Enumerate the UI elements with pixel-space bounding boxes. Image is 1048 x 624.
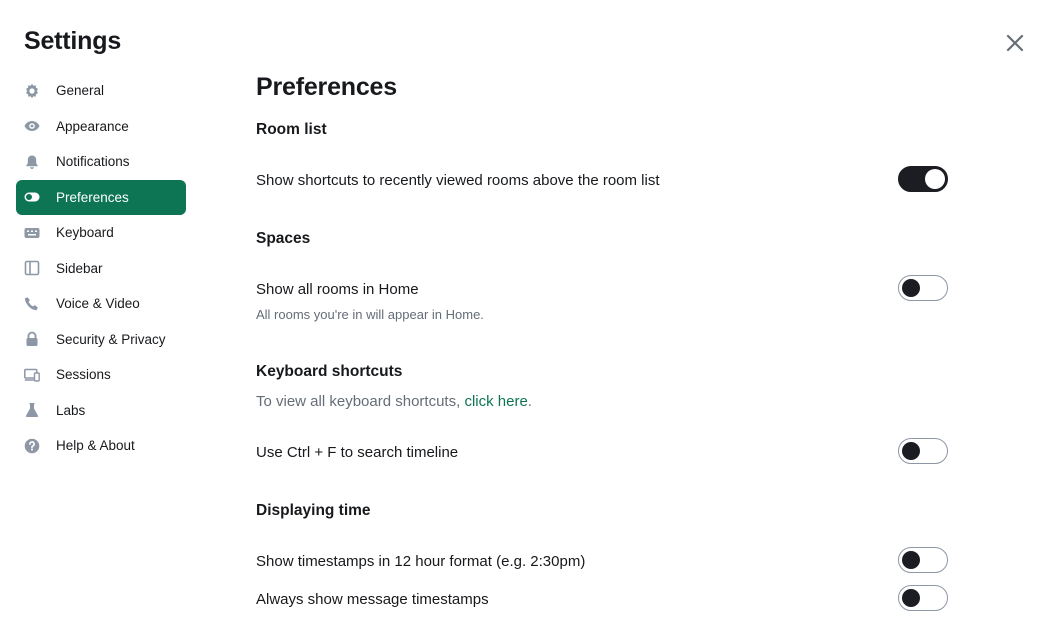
sidebar-item-keyboard[interactable] xyxy=(16,215,186,251)
close-icon xyxy=(1006,34,1024,52)
page-title: Preferences xyxy=(256,73,397,101)
section-room-list-heading: Room list xyxy=(256,121,327,138)
sidebar-item-label: Preferences xyxy=(56,189,129,205)
sidebar-item-label: Security & Privacy xyxy=(56,331,166,347)
flask-icon xyxy=(24,402,40,418)
sidebar-item-preferences[interactable] xyxy=(16,180,186,216)
close-button[interactable] xyxy=(1002,30,1028,56)
section-displaying-time-heading: Displaying time xyxy=(256,502,371,519)
keyboard-shortcuts-link[interactable]: click here xyxy=(464,393,528,410)
ctrl-f-search-label: Use Ctrl + F to search timeline xyxy=(256,444,459,461)
show-all-rooms-toggle[interactable] xyxy=(898,275,948,301)
sidebar-item-label: Help & About xyxy=(56,438,135,454)
toggle-knob xyxy=(925,169,945,189)
twelve-hour-format-label: Show timestamps in 12 hour format (e.g. 2:30pm) xyxy=(256,553,586,570)
keyboard-shortcuts-description xyxy=(256,393,532,410)
show-all-rooms-description: All rooms you're in will appear in Home. xyxy=(256,307,484,322)
sidebar-item-notifications[interactable] xyxy=(16,144,186,180)
devices-icon xyxy=(24,367,40,383)
ctrl-f-search-toggle[interactable] xyxy=(898,438,948,464)
show-shortcuts-label: Show shortcuts to recently viewed rooms above the room list xyxy=(256,172,660,189)
eye-icon xyxy=(24,118,40,134)
sidebar-item-label: General xyxy=(56,83,105,99)
toggle-knob xyxy=(902,551,920,569)
toggle-knob xyxy=(902,589,920,607)
preferences-panel xyxy=(256,0,956,624)
sidebar-item-appearance[interactable] xyxy=(16,109,186,145)
sidebar-item-security-privacy[interactable] xyxy=(16,322,186,358)
keyboard-icon xyxy=(24,225,40,241)
sidebar-item-voice-video[interactable] xyxy=(16,286,186,322)
lock-icon xyxy=(24,331,40,347)
sidebar-item-label: Sidebar xyxy=(56,260,103,276)
toggle-icon xyxy=(24,189,40,205)
keyboard-shortcuts-description-prefix: To view all keyboard shortcuts, xyxy=(256,393,465,410)
sidebar-item-label: Labs xyxy=(56,402,86,418)
sidebar-item-sidebar[interactable] xyxy=(16,251,186,287)
always-show-timestamps-toggle[interactable] xyxy=(898,585,948,611)
section-keyboard-shortcuts-heading: Keyboard shortcuts xyxy=(256,363,403,380)
show-all-rooms-label: Show all rooms in Home xyxy=(256,281,419,298)
sidebar-item-labs[interactable] xyxy=(16,393,186,429)
section-spaces-heading: Spaces xyxy=(256,230,311,247)
gear-icon xyxy=(24,83,40,99)
sidebar-item-label: Sessions xyxy=(56,367,111,383)
toggle-knob xyxy=(902,279,920,297)
sidebar-item-sessions[interactable] xyxy=(16,357,186,393)
keyboard-shortcuts-description-suffix: . xyxy=(527,393,532,410)
sidebar-item-label: Notifications xyxy=(56,154,130,170)
help-icon xyxy=(24,438,40,454)
sidebar-icon xyxy=(24,260,40,276)
sidebar-item-help-about[interactable] xyxy=(16,428,186,464)
twelve-hour-format-toggle[interactable] xyxy=(898,547,948,573)
bell-icon xyxy=(24,154,40,170)
toggle-knob xyxy=(902,442,920,460)
sidebar-item-label: Keyboard xyxy=(56,225,114,241)
always-show-timestamps-label: Always show message timestamps xyxy=(256,591,489,608)
show-shortcuts-toggle[interactable] xyxy=(898,166,948,192)
sidebar-item-general[interactable] xyxy=(16,73,186,109)
sidebar-item-label: Voice & Video xyxy=(56,296,140,312)
dialog-title: Settings xyxy=(24,27,122,55)
phone-icon xyxy=(24,296,40,312)
settings-sidebar xyxy=(16,73,186,464)
sidebar-item-label: Appearance xyxy=(56,118,129,134)
